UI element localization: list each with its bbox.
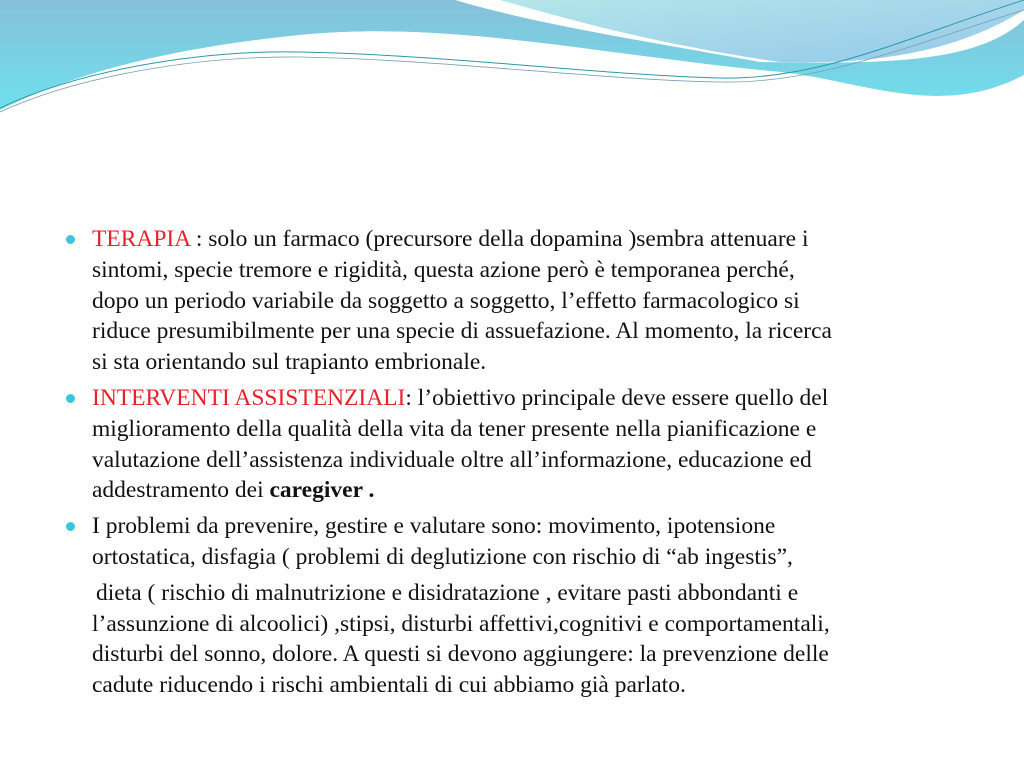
- bullet-line: ortostatica, disfagia ( problemi di deglutizione con rischio di “ab ingestis”,: [92, 543, 793, 570]
- bullet-dot-icon: [66, 522, 75, 531]
- text: : l’obiettivo principale deve essere quello del: [405, 384, 829, 411]
- keyword-interventi: INTERVENTI ASSISTENZIALI: [92, 384, 406, 411]
- bullet-dot-icon: [66, 394, 75, 403]
- text: : solo un farmaco (precursore della dopamina )sembra attenuare i: [189, 226, 809, 252]
- bullet-dot-icon: [66, 235, 75, 244]
- bullet-problemi: [66, 511, 1006, 701]
- bullet-line: dopo un periodo variabile da soggetto a soggetto, l’effetto farmacologico si: [92, 287, 800, 314]
- continuation-line: l’assunzione di alcoolici) ,stipsi, disturbi affettivi,cognitivi e comportamentali,: [92, 610, 830, 637]
- bullet-line: [92, 475, 1006, 506]
- bullet-line: si sta orientando sul trapianto embrionale.: [92, 349, 487, 376]
- text: addestramento dei: [92, 477, 270, 504]
- caregiver-bold: caregiver .: [269, 477, 375, 504]
- bullet-line: miglioramento della qualità della vita da tener presente nella pianificazione e: [92, 415, 817, 442]
- keyword-terapia: TERAPIA: [92, 226, 190, 252]
- bullet-interventi: [66, 383, 1006, 506]
- slide-body: [66, 224, 1006, 706]
- continuation-line: dieta ( rischio di malnutrizione e disidratazione , evitare pasti abbondanti e: [96, 579, 799, 606]
- bullet-line: [92, 224, 1006, 255]
- bullet-line: I problemi da prevenire, gestire e valutare sono: movimento, ipotensione: [92, 513, 776, 540]
- bullet-terapia: [66, 224, 1006, 378]
- header-wave-decoration: [0, 0, 1024, 130]
- bullet-line: riduce presumibilmente per una specie di assuefazione. Al momento, la ricerca: [92, 318, 832, 345]
- bullet-line: sintomi, specie tremore e rigidità, questa azione però è temporanea perché,: [92, 256, 795, 283]
- continuation-line: disturbi del sonno, dolore. A questi si devono aggiungere: la prevenzione delle: [92, 641, 829, 668]
- continuation-line: cadute riducendo i rischi ambientali di cui abbiamo già parlato.: [92, 672, 686, 699]
- bullet-line: [92, 383, 1006, 414]
- bullet-line: valutazione dell’assistenza individuale oltre all’informazione, educazione ed: [92, 446, 812, 473]
